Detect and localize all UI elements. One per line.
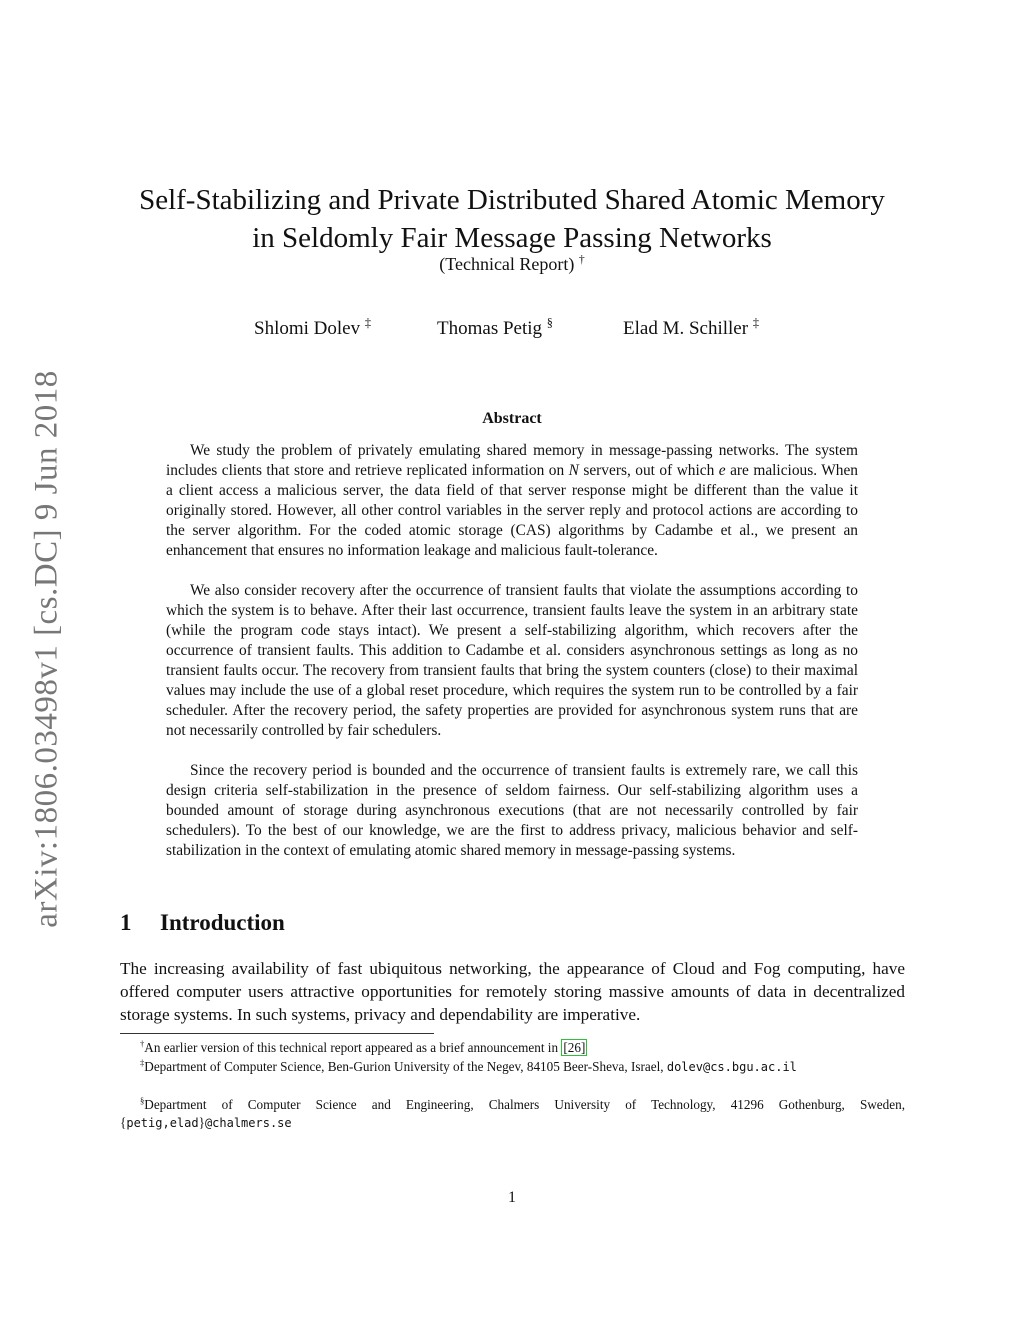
footnote-dagger [120, 1039, 905, 1057]
paper-title-line-2: in Seldomly Fair Message Passing Networks [252, 222, 772, 254]
footnote-double-dagger [120, 1058, 905, 1076]
subtitle-text: (Technical Report) [439, 254, 575, 274]
section-number: 1 [120, 910, 132, 935]
abstract-text: servers, out of which [578, 462, 719, 479]
abstract-paragraph-3: Since the recovery period is bounded and the occurrence of transient faults is extremely rare, we call this design criteria self-stabilization in the presence of seldom fairness. Our self-stabilizing algorithm uses a bounded amount of storage during asynchronous executions (that are not necessarily controlled by fair schedulers). To the best of our knowledge, we are the first to address privacy, malicious behavior and self-stabilization in the context of emulating atomic shared memory in message-passing systems. [166, 762, 858, 859]
footnote-mark: † [140, 1038, 145, 1049]
email-address: dolev@cs.bgu.ac.il [666, 1060, 797, 1074]
footnote-divider [120, 1033, 434, 1034]
footnote-mark: ‡ [140, 1057, 145, 1068]
footnote-text: Department of Computer Science, Ben-Gurion University of the Negev, 84105 Beer-Sheva, Israel, [144, 1059, 667, 1074]
paper-title-line-1: Self-Stabilizing and Private Distributed Shared Atomic Memory [139, 184, 885, 216]
citation-link[interactable]: [26] [563, 1040, 586, 1055]
author-petig [437, 315, 553, 340]
section-heading-introduction [120, 910, 285, 936]
email-brace-close: } [198, 1115, 205, 1130]
footnote-text: An earlier version of this technical report appeared as a brief announcement in [144, 1040, 562, 1055]
abstract-text: are malicious. When a client access a malicious server, the data field of that server response might be different than the value it originally stored. However, all other control variables in the server reply and protocol actions are according to the server algorithm. For the coded atomic storage (CAS) algorithms by Cadambe et al., we present an enhancement that ensures no information leakage and malicious fault-tolerance. [166, 462, 858, 559]
email-names: petig,elad [126, 1116, 199, 1130]
abstract-paragraph-2: We also consider recovery after the occurrence of transient faults that violate the assumptions according to which the system is to behave. After their last occurrence, transient faults leave the system in an arbitrary state (while the program code stays intact). We present a self-stabilizing algorithm, which recovers after the occurrence of transient faults. This addition to Cadambe et al. considers asynchronous settings as long as no transient faults occur. The recovery from transient faults that bring the system counters (close) to their maximal values may include the use of a global reset procedure, which requires the system run to be controlled by a fair scheduler. After the recovery period, the safety properties are provided for asynchronous system runs that are not necessarily controlled by fair schedulers. [166, 582, 858, 739]
arxiv-side-stamp [18, 368, 76, 930]
paper-subtitle [0, 254, 1024, 275]
author-footnote-mark: § [546, 315, 553, 330]
abstract-heading: Abstract [482, 410, 542, 427]
author-name: Elad M. Schiller [623, 318, 749, 339]
footnote-mark: § [140, 1095, 145, 1106]
abstract-text: We study the problem of privately emulating shared memory in message-passing networks. The system includes clients that store and retrieve replicated information on [166, 442, 858, 479]
author-schiller [623, 315, 759, 340]
arxiv-identifier: arXiv:1806.03498v1 [cs.DC] 9 Jun 2018 [28, 370, 65, 928]
author-footnote-mark: ‡ [364, 315, 372, 330]
section-title: Introduction [160, 910, 285, 935]
footnote-text: Department of Computer Science and Engineering, Chalmers University of Technology, 41296 Gothenburg, Sweden, [144, 1097, 905, 1112]
author-dolev [254, 315, 372, 340]
math-symbol-n: N [568, 462, 579, 479]
email-brace-open: { [120, 1115, 127, 1130]
email-domain: @chalmers.se [204, 1116, 292, 1130]
subtitle-footnote-mark: † [578, 253, 585, 266]
introduction-paragraph: The increasing availability of fast ubiquitous networking, the appearance of Cloud and Fog computing, have offered computer users attractive opportunities for remotely storing massive amounts of data in decentralized storage systems. In such systems, privacy and dependability are imperative. [120, 959, 905, 1024]
author-footnote-mark: ‡ [752, 315, 759, 330]
author-name: Shlomi Dolev [254, 318, 361, 339]
footnote-section [120, 1096, 905, 1132]
abstract-paragraph-1 [166, 441, 858, 561]
page-number: 1 [508, 1189, 516, 1206]
author-name: Thomas Petig [437, 318, 543, 339]
math-symbol-e: e [718, 462, 726, 479]
